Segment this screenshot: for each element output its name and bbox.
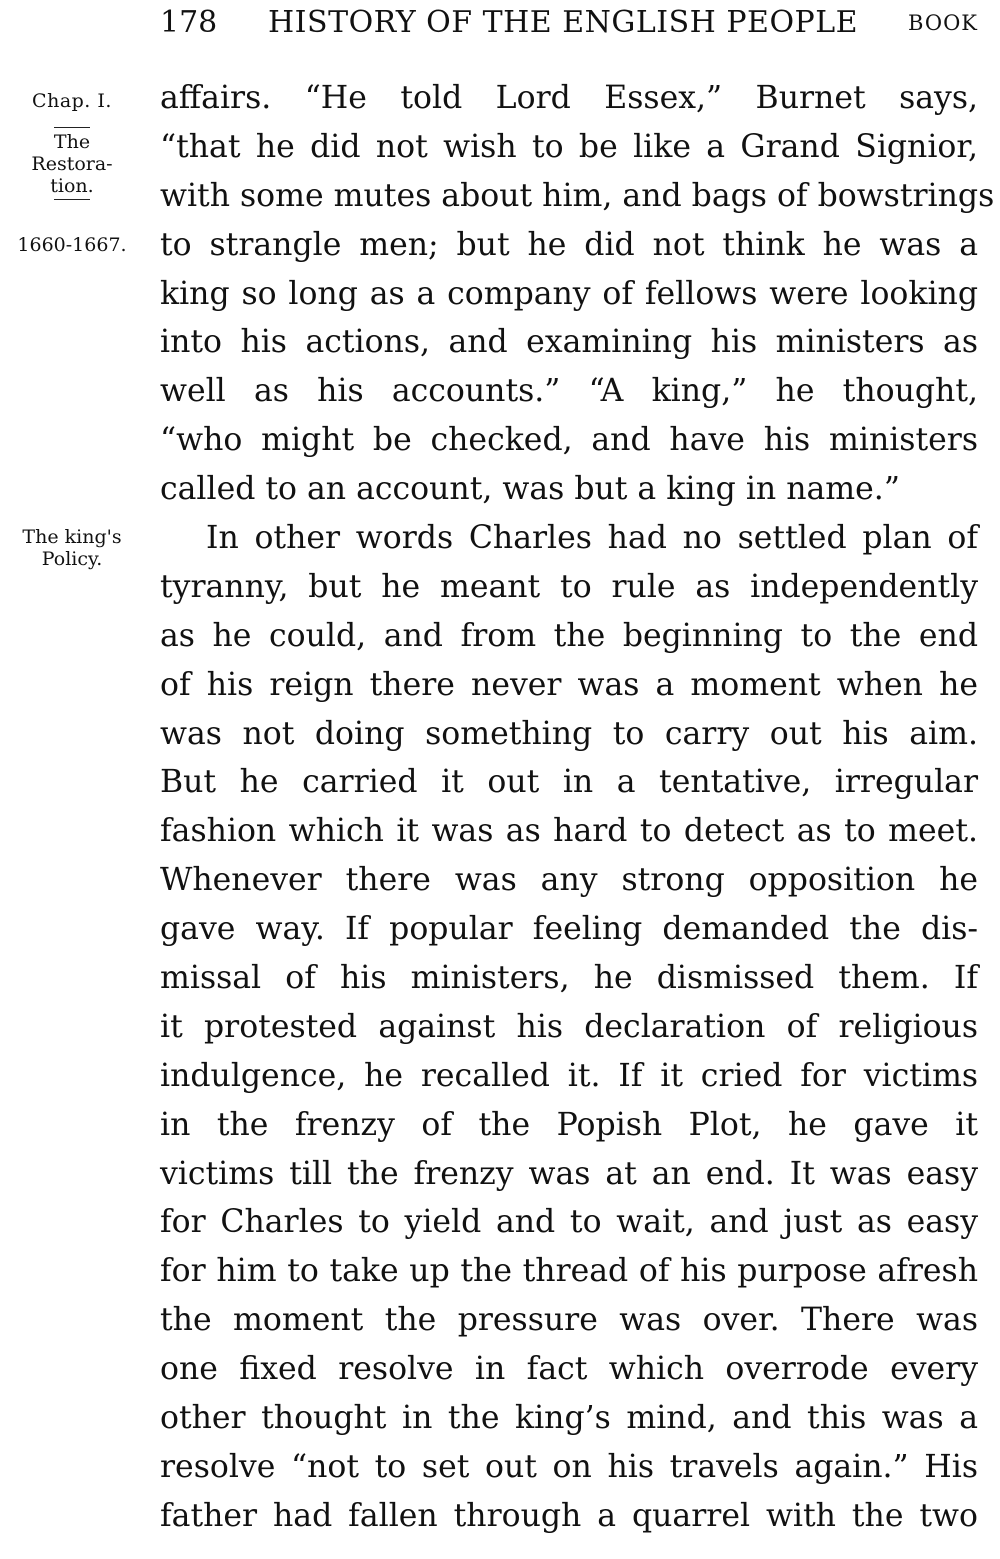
book-label: BOOK <box>908 11 978 35</box>
text-line: to strangle men; but he did not think he was a <box>160 226 978 263</box>
text-line: was not doing something to carry out his aim. <box>160 715 978 752</box>
margin-rule-bottom <box>54 199 90 200</box>
text-line: “that he did not wish to be like a Grand Signior, <box>160 128 978 165</box>
margin-section-restoration-text <box>2 131 142 197</box>
text-line: with some mutes about him, and bags of bowstrings <box>160 177 995 214</box>
text-line: one fixed resolve in fact which overrode every <box>160 1351 978 1388</box>
margin-line: Policy. <box>41 548 103 570</box>
text-line: the moment the pressure was over. There was <box>160 1302 978 1339</box>
text-line: indulgence, he recalled it. If it cried for victims <box>160 1057 978 1094</box>
text-line: into his actions, and examining his ministers as <box>160 324 978 361</box>
margin-chapter: Chap. I. <box>32 90 112 112</box>
text-line: resolve “not to set out on his travels again.” His <box>160 1448 978 1485</box>
margin-line: The king's <box>22 526 122 548</box>
paragraph-2 <box>160 514 978 1541</box>
margin-line: The <box>53 131 91 153</box>
text-line: for him to take up the thread of his purpose afresh <box>160 1253 978 1290</box>
body-text <box>160 74 995 1541</box>
text-line: Whenever there was any strong opposition he <box>160 862 978 899</box>
text-line: called to an account, was but a king in name.” <box>160 471 900 508</box>
text-line: other thought in the king’s mind, and this was a <box>160 1400 978 1437</box>
paragraph-1 <box>160 74 995 514</box>
text-line: it protested against his declaration of religious <box>160 1008 978 1045</box>
text-line: In other words Charles had no settled plan of <box>206 520 978 557</box>
margin-dates: 1660-1667. <box>17 234 127 256</box>
text-line: affairs. “He told Lord Essex,” Burnet says, <box>160 80 978 116</box>
text-line: victims till the frenzy was at an end. It was easy <box>160 1155 978 1192</box>
text-line: father had fallen through a quarrel with the two <box>160 1497 978 1534</box>
text-line: king so long as a company of fellows were looking <box>160 275 978 312</box>
text-line: well as his accounts.” “A king,” he thought, <box>160 373 978 410</box>
text-line: “who might be checked, and have his ministers <box>160 422 978 459</box>
text-line: gave way. If popular feeling demanded the dis- <box>160 911 978 948</box>
margin-section-kings-policy <box>2 526 142 570</box>
text-line: missal of his ministers, he dismissed them. If <box>160 960 978 997</box>
text-line: as he could, and from the beginning to the end <box>160 617 978 654</box>
margin-rule-top <box>54 127 90 128</box>
margin-line: tion. <box>50 175 94 197</box>
text-line: for Charles to yield and to wait, and just as easy <box>160 1204 978 1241</box>
text-line: in the frenzy of the Popish Plot, he gave it <box>160 1106 978 1143</box>
page-number: 178 <box>160 5 218 40</box>
page-header <box>160 0 978 46</box>
text-line: of his reign there never was a moment when he <box>160 666 978 703</box>
text-line: tyranny, but he meant to rule as independently <box>160 568 978 605</box>
margin-line: Restora- <box>31 153 113 175</box>
running-title: HISTORY OF THE ENGLISH PEOPLE <box>268 5 859 40</box>
margin-section-restoration <box>2 125 142 203</box>
text-line: fashion which it was as hard to detect as to meet. <box>160 813 978 850</box>
text-line: But he carried it out in a tentative, irregular <box>160 764 978 801</box>
